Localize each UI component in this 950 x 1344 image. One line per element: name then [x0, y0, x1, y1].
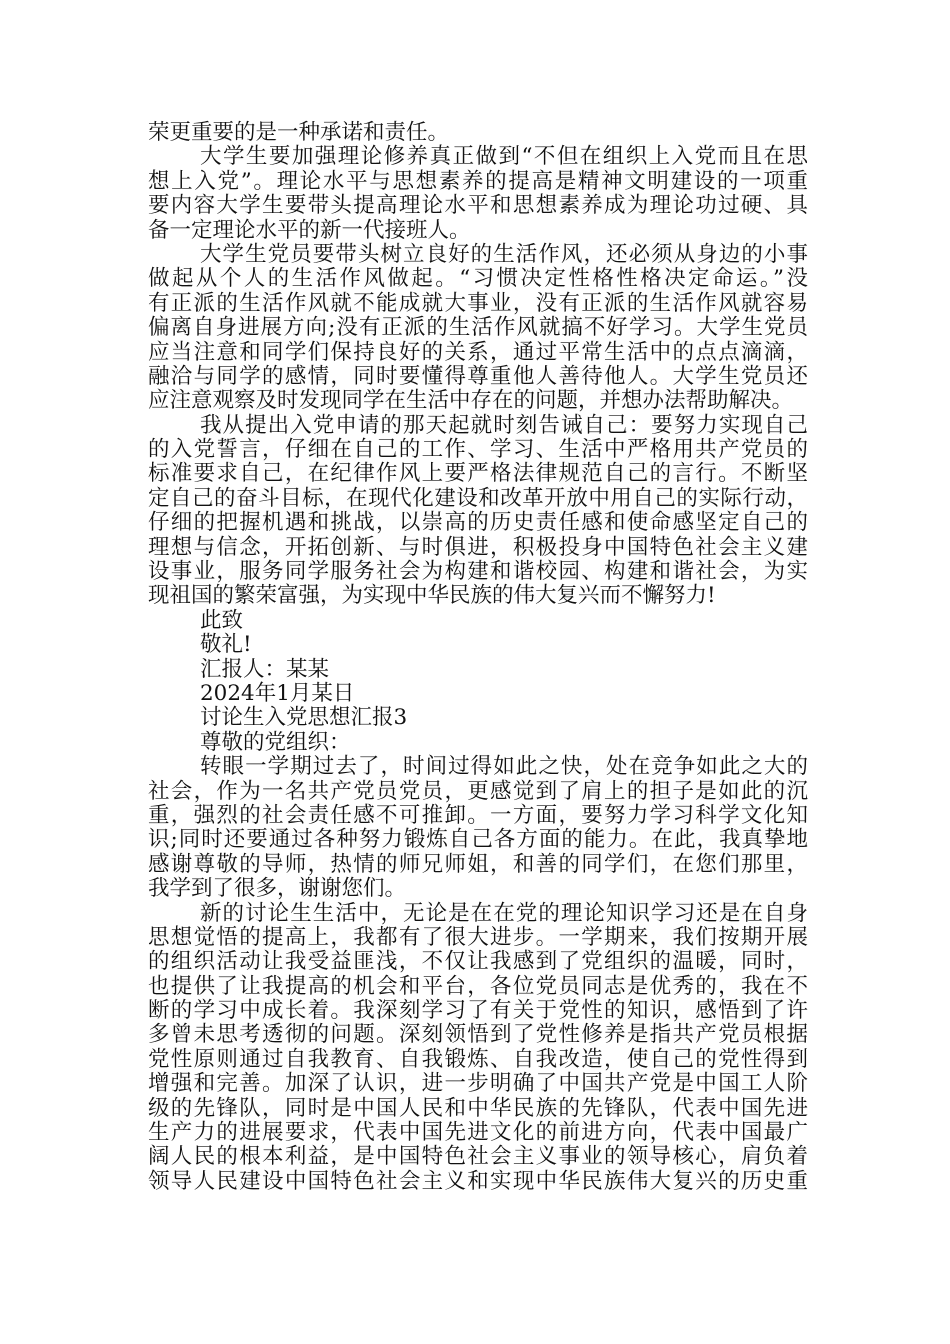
text-line: 大学生要加强理论修养真正做到“不但在组织上入党而且在思: [200, 144, 808, 170]
text-line: 重，强烈的社会责任感不可推卸。一方面，要努力学习科学文化知: [148, 802, 808, 828]
paragraph: [148, 633, 808, 657]
text-line: 多曾未思考透彻的问题。深刻领悟到了党性修养是指共产党员根据: [148, 1022, 808, 1048]
paragraph: [148, 902, 808, 1195]
paragraph: [148, 609, 808, 633]
paragraph: [148, 145, 808, 243]
text-line: 新的讨论生生活中，无论是在在党的理论知识学习还是在自身: [200, 900, 808, 926]
text-line: 断的学习中成长着。我深刻学习了有关于党性的知识，感悟到了许: [148, 998, 808, 1024]
text-line: 要内容大学生要带头提高理论水平和思想素养成为理论功过硬、具: [148, 193, 808, 219]
document-page: [148, 121, 808, 1194]
paragraph: [148, 706, 808, 730]
text-line: 汇报人：某某: [200, 656, 330, 682]
text-line: 阔人民的根本利益，是中国特色社会主义事业的领导核心，肩负着: [148, 1144, 808, 1170]
text-line: 的组织活动让我受益匪浅，不仅让我感到了党组织的温暖，同时，: [148, 949, 808, 975]
text-line: 的入党誓言，仔细在自己的工作、学习、生活中严格用共产党员的: [148, 437, 808, 463]
text-line: 设事业，服务同学服务社会为构建和谐校园、构建和谐社会，为实: [148, 559, 808, 585]
text-line: 敬礼!: [200, 632, 252, 658]
text-line: 备一定理论水平的新一代接班人。: [148, 217, 471, 243]
text-line: 级的先锋队，同时是中国人民和中华民族的先锋队，代表中国先进: [148, 1095, 808, 1121]
text-line: 感谢尊敬的导师，热情的师兄师姐，和善的同学们，在您们那里，: [148, 851, 808, 877]
text-line: 思想觉悟的提高上，我都有了很大进步。一学期来，我们按期开展: [148, 924, 808, 950]
text-line: 也提供了让我提高的机会和平台，各位党员同志是优秀的，我在不: [148, 973, 808, 999]
text-line: 应当注意和同学们保持良好的关系，通过平常生活中的点点滴滴，: [148, 339, 808, 365]
text-line: 偏离自身进展方向;没有正派的生活作风就搞不好学习。大学生党员: [148, 315, 808, 341]
text-line: 应注意观察及时发现同学在生活中存在的问题，并想办法帮助解决。: [148, 388, 794, 414]
paragraph: [148, 682, 808, 706]
paragraph: [148, 243, 808, 414]
text-line: 荣更重要的是一种承诺和责任。: [148, 120, 450, 145]
paragraph: [148, 731, 808, 755]
text-line: 大学生党员要带头树立良好的生活作风，还必须从身边的小事: [200, 241, 808, 267]
text-line: 想上入党”。理论水平与思想素养的提高是精神文明建设的一项重: [148, 168, 808, 194]
text-line: 识;同时还要通过各种努力锻炼自己各方面的能力。在此，我真挚地: [148, 827, 808, 853]
text-line: 2024年1月某日: [200, 680, 355, 706]
paragraph: [148, 121, 808, 145]
paragraph: [148, 755, 808, 901]
text-line: 做起从个人的生活作风做起。“习惯决定性格性格决定命运。”没: [148, 266, 808, 292]
text-line: 讨论生入党思想汇报3: [200, 705, 408, 731]
text-line: 增强和完善。加深了认识，进一步明确了中国共产党是中国工人阶: [148, 1071, 808, 1097]
text-line: 我学到了很多，谢谢您们。: [148, 876, 407, 902]
text-line: 我从提出入党申请的那天起就时刻告诫自己：要努力实现自己: [200, 412, 808, 438]
text-line: 有正派的生活作风就不能成就大事业，没有正派的生活作风就容易: [148, 290, 808, 316]
text-line: 融洽与同学的感情，同时要懂得尊重他人善待他人。大学生党员还: [148, 363, 808, 389]
text-line: 转眼一学期过去了，时间过得如此之快，处在竞争如此之大的: [200, 754, 808, 780]
text-line: 尊敬的党组织：: [200, 729, 351, 755]
text-line: 理想与信念，开拓创新、与时俱进，积极投身中国特色社会主义建: [148, 534, 808, 560]
text-line: 领导人民建设中国特色社会主义和实现中华民族伟大复兴的历史重: [148, 1168, 808, 1194]
text-line: 仔细的把握机遇和挑战，以崇高的历史责任感和使命感坚定自己的: [148, 510, 808, 536]
paragraph: [148, 658, 808, 682]
text-line: 标准要求自己，在纪律作风上要严格法律规范自己的言行。不断坚: [148, 461, 808, 487]
text-line: 此致: [200, 607, 244, 633]
paragraph: [148, 414, 808, 609]
text-line: 生产力的进展要求，代表中国先进文化的前进方向，代表中国最广: [148, 1120, 808, 1146]
text-line: 社会，作为一名共产党员党员，更感觉到了肩上的担子是如此的沉: [148, 778, 808, 804]
text-line: 现祖国的繁荣富强，为实现中华民族的伟大复兴而不懈努力!: [148, 583, 716, 609]
text-line: 党性原则通过自我教育、自我锻炼、自我改造，使自己的党性得到: [148, 1046, 808, 1072]
text-line: 定自己的奋斗目标，在现代化建设和改革开放中用自己的实际行动，: [148, 485, 808, 511]
